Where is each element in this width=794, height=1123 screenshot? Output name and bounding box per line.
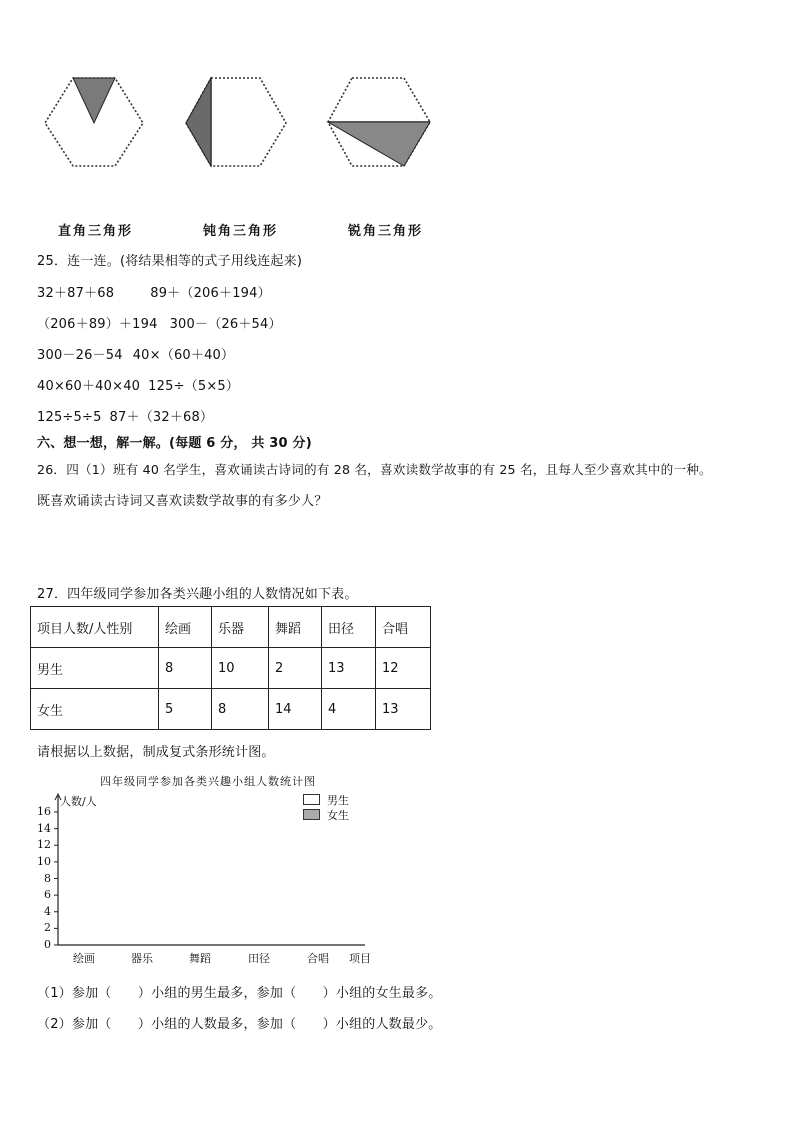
y-tick-label: 10: [37, 854, 51, 868]
y-tick-label: 14: [37, 821, 51, 835]
triangle-label-obtuse: 钝角三角形: [203, 224, 279, 239]
x-category-label: 绘画: [73, 952, 95, 965]
q25-right-4: 125÷（5×5）: [148, 379, 240, 394]
q25-row-1: [37, 282, 271, 301]
q25-left-3: 300－26－54: [37, 348, 123, 363]
legend-swatch-girls: [303, 809, 320, 820]
hexagon-right-triangle: [45, 78, 143, 166]
table-cell: 14: [269, 689, 322, 730]
table-header-cell: 项目人数/人性别: [31, 607, 159, 648]
q25-right-3: 40×（60＋40）: [132, 348, 235, 363]
x-category-label: 器乐: [131, 952, 153, 965]
chart-title: 四年级同学参加各类兴趣小组人数统计图: [100, 775, 316, 788]
table-cell: 13: [376, 689, 431, 730]
q25-left-4: 40×60＋40×40: [37, 379, 141, 394]
q26-line-1: 26．四（1）班有 40 名学生，喜欢诵读古诗词的有 28 名，喜欢读数学故事的有 25 名，且每人至少喜欢其中的一种。: [37, 462, 712, 477]
table-row: [31, 648, 431, 689]
q27-title: 27．四年级同学参加各类兴趣小组的人数情况如下表。: [37, 587, 358, 602]
x-category-label: 舞蹈: [189, 952, 211, 965]
q25-row-2: [37, 313, 282, 332]
triangle-label-right: 直角三角形: [58, 224, 134, 239]
table-cell: 13: [322, 648, 376, 689]
table-cell: 4: [322, 689, 376, 730]
table-header-cell: 绘画: [159, 607, 212, 648]
y-tick-label: 4: [44, 904, 51, 918]
table-cell: 8: [159, 648, 212, 689]
table-cell: 女生: [31, 689, 159, 730]
table-header-row: [31, 607, 431, 648]
x-category-label: 田径: [248, 952, 270, 965]
q27-sub-2: （2）参加（ ）小组的人数最多，参加（ ）小组的人数最少。: [37, 1017, 442, 1032]
table-cell: 8: [212, 689, 269, 730]
q25-title: 25．连一连。(将结果相等的式子用线连起来): [37, 254, 303, 269]
y-tick-label: 6: [44, 888, 51, 902]
y-tick-label: 0: [44, 938, 51, 951]
q25-left-1: 32＋87＋68: [37, 286, 115, 301]
table-header-cell: 田径: [322, 607, 376, 648]
x-axis-label: 项目: [349, 952, 371, 965]
y-tick-label: 16: [37, 805, 51, 818]
legend-label-boys: 男生: [327, 794, 349, 807]
table-cell: 2: [269, 648, 322, 689]
hexagon-obtuse-triangle: [186, 78, 286, 166]
legend-label-girls: 女生: [327, 809, 349, 822]
table-cell: 12: [376, 648, 431, 689]
q25-right-5: 87＋（32＋68）: [109, 410, 214, 425]
q25-row-5: [37, 406, 213, 425]
hexagon-acute-triangle: [328, 78, 430, 166]
q25-left-5: 125÷5÷5: [37, 410, 102, 425]
q26-line-2: 既喜欢诵读古诗词又喜欢读数学故事的有多少人？: [37, 494, 328, 509]
y-tick-label: 8: [44, 871, 51, 885]
table-cell: 10: [212, 648, 269, 689]
table-header-cell: 合唱: [376, 607, 431, 648]
section6-heading: 六、想一想，解一解。(每题 6 分， 共 30 分): [37, 436, 312, 451]
y-tick-label: 2: [44, 921, 51, 935]
table-cell: 男生: [31, 648, 159, 689]
q25-row-4: [37, 375, 239, 394]
table-header-cell: 乐器: [212, 607, 269, 648]
q27-instruction: 请根据以上数据，制成复式条形统计图。: [37, 745, 275, 760]
y-axis-label: 人数/人: [60, 795, 97, 808]
q25-right-1: 89＋（206＋194）: [150, 286, 271, 301]
y-tick-label: 12: [37, 838, 51, 852]
q25-right-2: 300－（26＋54）: [169, 317, 282, 332]
triangle-figures: [0, 0, 460, 215]
q25-left-2: （206＋89）＋194: [37, 317, 158, 332]
legend-swatch-boys: [303, 794, 320, 805]
q27-sub-1: （1）参加（ ）小组的男生最多，参加（ ）小组的女生最多。: [37, 986, 442, 1001]
table-header-cell: 舞蹈: [269, 607, 322, 648]
x-category-label: 合唱: [307, 952, 329, 965]
triangle-label-acute: 锐角三角形: [348, 224, 424, 239]
q25-row-3: [37, 344, 234, 363]
table-cell: 5: [159, 689, 212, 730]
table-row: [31, 689, 431, 730]
interest-group-table: [30, 606, 431, 730]
